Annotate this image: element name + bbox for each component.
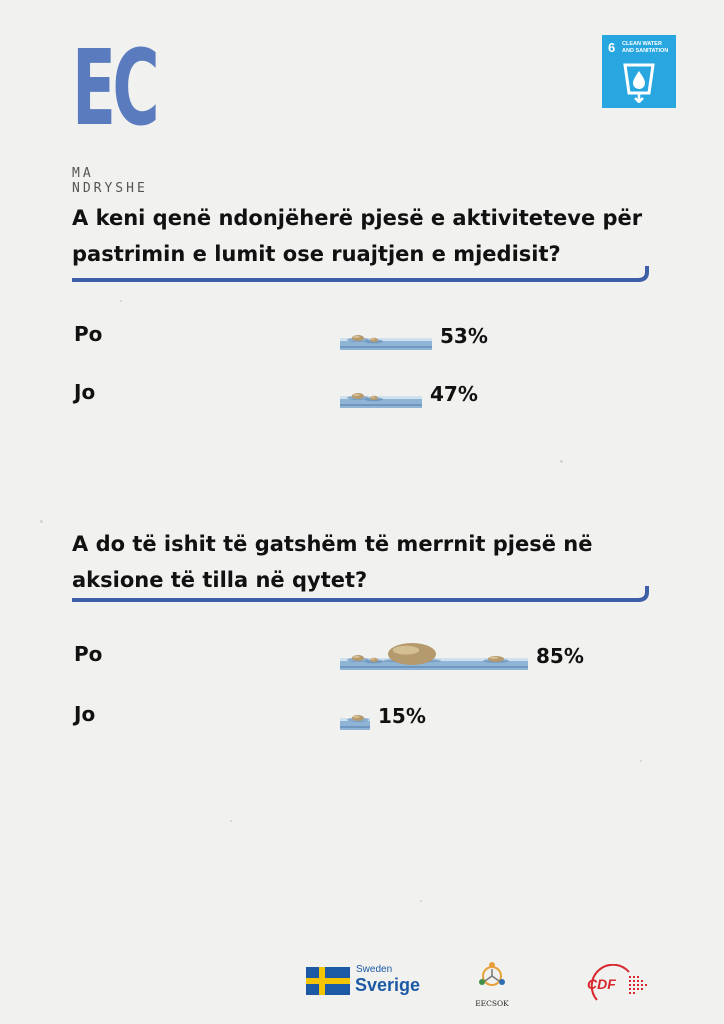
eecsok-logo: [470, 955, 514, 1011]
question-2-underline: [72, 586, 650, 602]
logo-subtitle: MA NDRYSHE: [72, 166, 148, 196]
q2-bar-jo: [340, 698, 370, 732]
eecsok-label: EECSOK: [475, 999, 509, 1008]
q1-bar-1-river-graphic: [340, 376, 422, 410]
water-drop-glass-icon: [622, 63, 656, 103]
q1-value-po: 53%: [440, 324, 488, 348]
sweden-sverige-logo: [306, 963, 426, 999]
q2-value-jo: 15%: [378, 704, 426, 728]
logo-ec-text: EC: [72, 27, 156, 149]
q2-option-po: Po: [74, 642, 103, 666]
q2-option-jo: Jo: [74, 702, 96, 726]
sdg6-badge: [602, 35, 676, 108]
q1-option-po: Po: [74, 322, 103, 346]
q1-value-jo: 47%: [430, 382, 478, 406]
question-2-title: A do të ishit të gatshëm të merrnit pjesë në aksione të tilla në qytet?: [72, 532, 593, 592]
q1-option-jo: Jo: [74, 380, 96, 404]
q1-bar-0-river-graphic: [340, 318, 432, 352]
cdf-logo: [585, 964, 655, 1004]
swedish-flag-icon: [306, 967, 350, 995]
q1-bar-jo: [340, 376, 422, 410]
q2-bar-1-river-graphic: [340, 698, 370, 732]
eecsok-emblem-icon: [470, 955, 514, 997]
ec-logo: [72, 27, 172, 196]
q2-bar-po: [340, 638, 528, 672]
question-1-title: A keni qenë ndonjëherë pjesë e aktiviteteve për pastrimin e lumit ose ruajtjen e mjedisit?: [72, 206, 643, 266]
q2-bar-0-river-graphic: [340, 638, 528, 672]
sweden-label: Sweden: [356, 964, 393, 975]
question-1-underline: [72, 266, 650, 282]
q2-value-po: 85%: [536, 644, 584, 668]
sverige-label: Sverige: [355, 975, 421, 995]
sdg-number: 6: [608, 40, 616, 55]
sdg-title: CLEAN WATER AND SANITATION: [622, 41, 669, 54]
q1-bar-po: [340, 318, 432, 352]
cdf-label: CDF: [587, 976, 616, 992]
